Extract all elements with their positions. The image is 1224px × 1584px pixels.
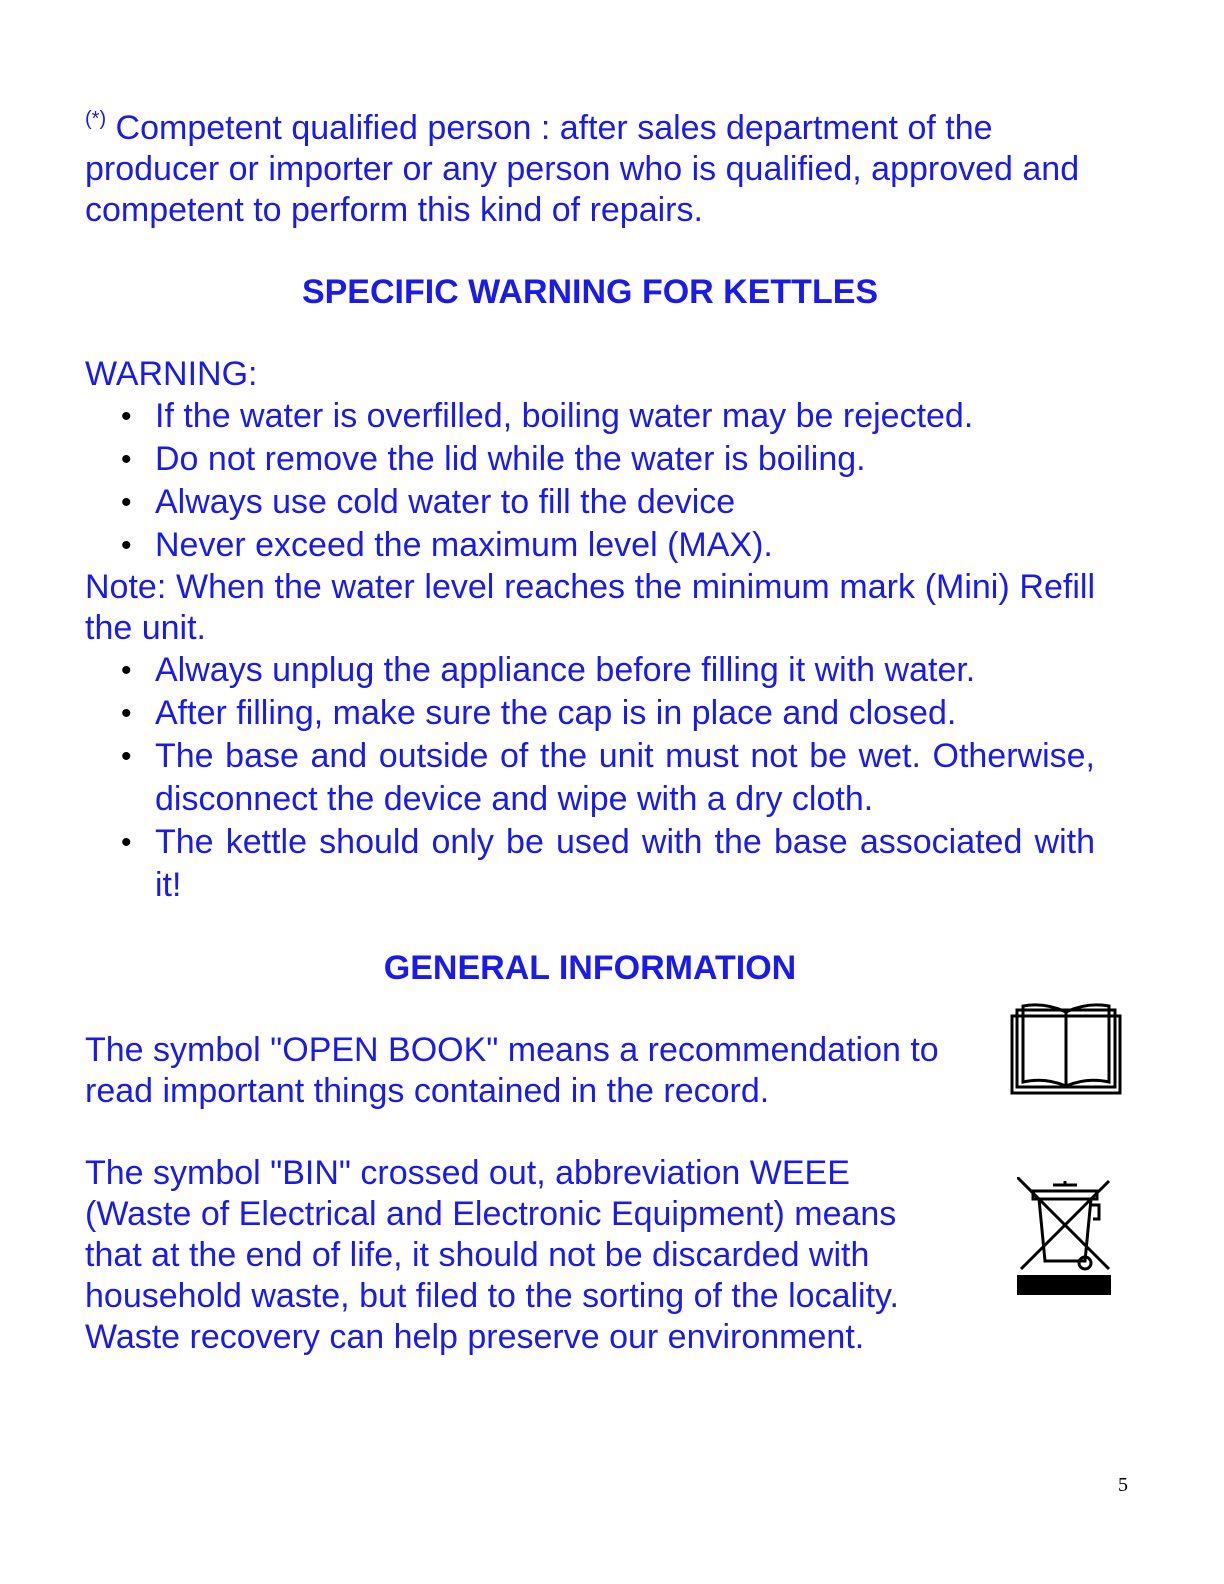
list-item: • If the water is overfilled, boiling water may be rejected. (85, 395, 1095, 438)
refill-note: Note: When the water level reaches the minimum mark (Mini) Refill the unit. (85, 568, 1095, 647)
list-item: • After filling, make sure the cap is in place and closed. (85, 692, 1095, 735)
footnote-marker: (*) (85, 108, 107, 130)
open-book-section (85, 1030, 1095, 1112)
warning-list-b (85, 649, 1095, 907)
warning-list-a (85, 395, 1095, 567)
warning-label: WARNING: (85, 355, 258, 393)
list-item: • The kettle should only be used with the base associated with it! (85, 821, 1095, 907)
crossed-out-bin-icon (1017, 1177, 1113, 1302)
document-page (85, 108, 1095, 1358)
bin-description: The symbol "BIN" crossed out, abbreviation WEEE (Waste of Electrical and Electronic Equipment) means that at the end of life, it should not be discarded with household waste, but filed to the sorting of the locality. Waste recovery can help preserve our environment. (85, 1154, 899, 1356)
list-item: • Always use cold water to fill the device (85, 481, 1095, 524)
footnote (85, 108, 1095, 231)
bin-section (85, 1153, 1095, 1358)
list-item: • Always unplug the appliance before filling it with water. (85, 649, 1095, 692)
page-number: 5 (1118, 1474, 1128, 1496)
list-item: • Never exceed the maximum level (MAX). (85, 524, 1095, 567)
general-heading: GENERAL INFORMATION (383, 949, 797, 987)
footnote-text: Competent qualified person : after sales department of the producer or importer or any person who is qualified, approved and competent to perform this kind of repairs. (85, 109, 1080, 229)
open-book-description: The symbol "OPEN BOOK" means a recommendation to read important things contained in the record. (85, 1031, 939, 1110)
kettles-heading: SPECIFIC WARNING FOR KETTLES (301, 273, 879, 311)
open-book-icon (1010, 1002, 1122, 1101)
list-item: • Do not remove the lid while the water is boiling. (85, 438, 1095, 481)
list-item: • The base and outside of the unit must not be wet. Otherwise, disconnect the device and wipe with a dry cloth. (85, 735, 1095, 821)
